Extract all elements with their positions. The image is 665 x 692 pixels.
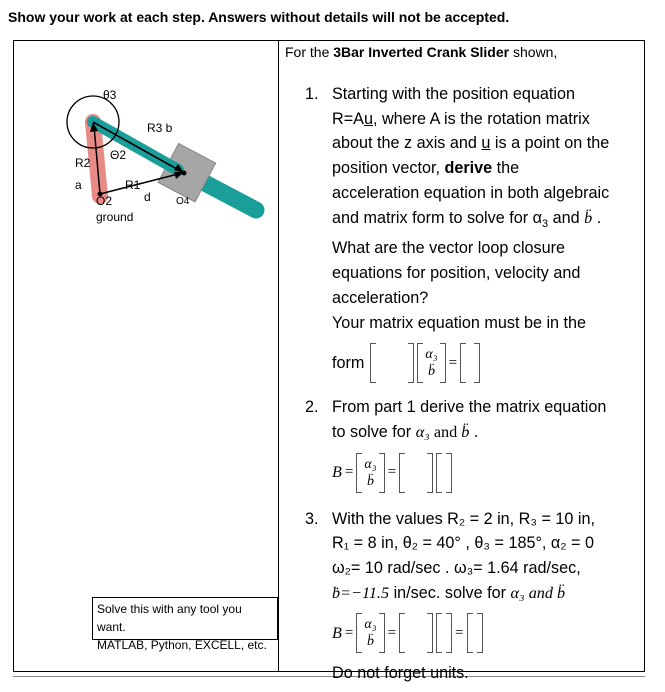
theta3-label: θ3 [103, 88, 117, 102]
mechanism-diagram [60, 84, 270, 234]
question-3: 3. With the values R₂ = 2 in, R₃ = 10 in, R₁ = 8 in, θ₂ = 40° , θ₃ = 185°, α₂ = 0 ω₂= 10 rad/sec . ω₃= 1.64 rad/sec, ḃ=−11.5 in/sec. solve for α₃ and b̈ B = α₃ b̈ = = Do not forget units. [305, 507, 640, 687]
d-label: d [144, 190, 151, 204]
b-matrix-equation: B = α₃ b̈ = [332, 445, 640, 501]
form-matrix-equation: form α₃ b̈ = [332, 335, 640, 391]
r1-label: R1 [125, 178, 141, 192]
intro-text: For the 3Bar Inverted Crank Slider shown, [285, 44, 558, 60]
theta2-label: Θ2 [110, 148, 127, 162]
column-divider [278, 40, 279, 672]
ground-label: ground [96, 210, 134, 224]
a-label: a [75, 178, 82, 192]
o4-pin [182, 171, 187, 176]
o4-label: O4 [176, 196, 190, 207]
instructions-header: Show your work at each step. Answers without details will not be accepted. [8, 9, 510, 25]
tool-note: Solve this with any tool you want. MATLAB, Python, EXCELL, etc. [92, 597, 278, 640]
question-2: 2. From part 1 derive the matrix equation to solve for α₃ and b̈ . B = α₃ b̈ = [305, 395, 640, 500]
r3b-label: R3 b [147, 121, 173, 135]
r2-label: R2 [75, 156, 91, 170]
final-matrix-equation: B = α₃ b̈ = = [332, 605, 640, 661]
o2-label: O2 [96, 194, 113, 208]
question-list [305, 82, 640, 686]
question-1: 1. Starting with the position equation R=Au, where A is the rotation matrix about the z axis and u is a point on the position vector, derive the acceleration equation in both algebraic and matrix form to solve for $\alpha_3$ and b̈ . What are the vector loop closure equations for position, velocity and acceleration? Your matrix equation must be in the form α₃ b̈ = [305, 82, 640, 391]
